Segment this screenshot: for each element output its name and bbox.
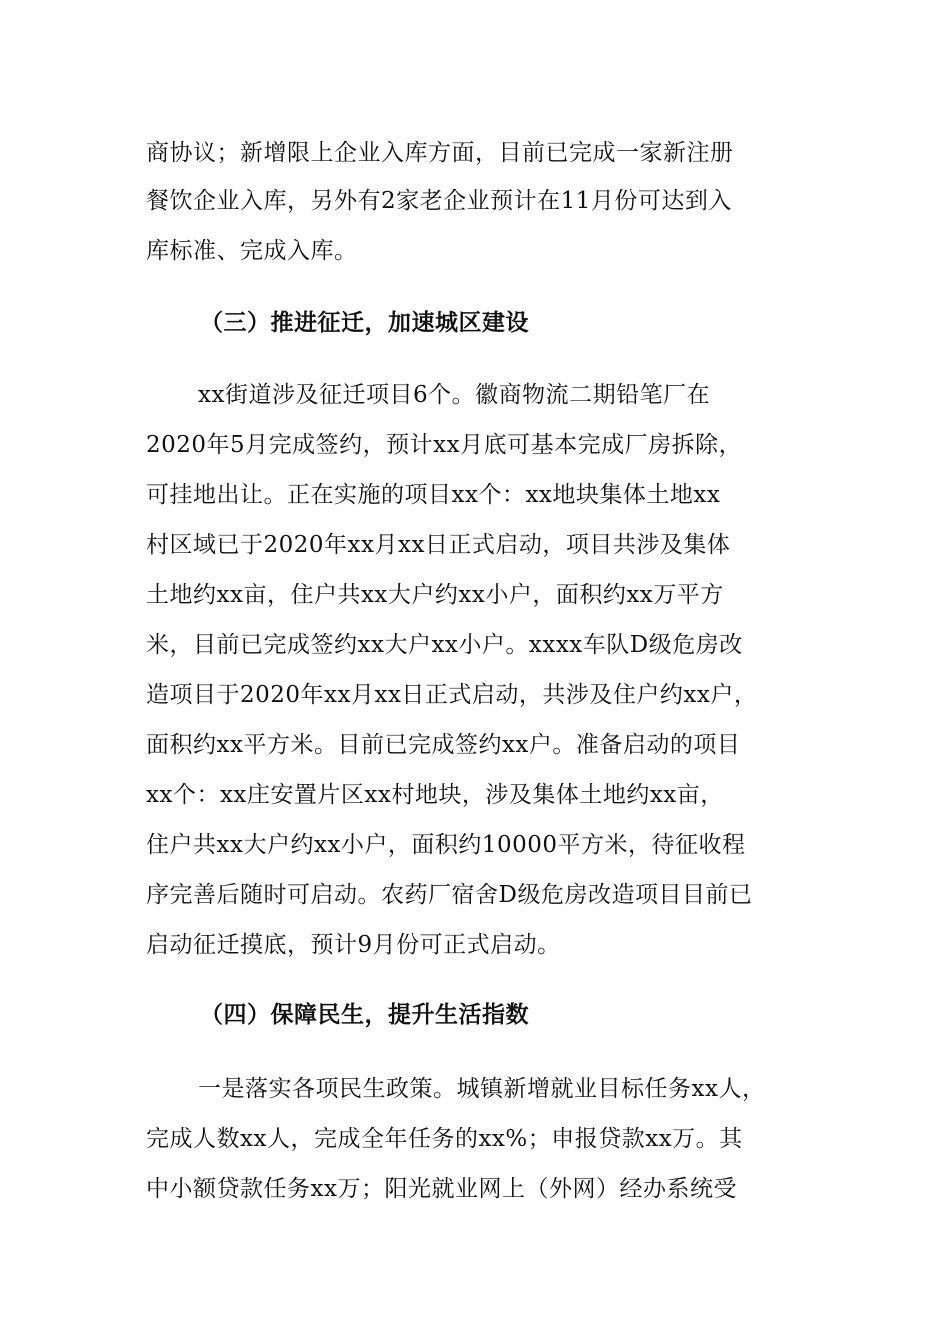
section-heading: （四）保障民生，提升生活指数	[200, 1001, 529, 1028]
body-text-line: xx个：xx庄安置片区xx村地块，涉及集体土地约xx亩，	[146, 782, 724, 808]
body-text-line: xx街道涉及征迁项目6个。徽商物流二期铅笔厂在	[198, 382, 711, 408]
body-text-line: 商协议；新增限上企业入库方面，目前已完成一家新注册	[146, 140, 734, 166]
body-text-line: 村区域已于2020年xx月xx日正式启动，项目共涉及集体	[146, 532, 731, 558]
body-text-line: 一是落实各项民生政策。城镇新增就业目标任务xx人，	[198, 1076, 766, 1102]
body-text-line: 完成人数xx人，完成全年任务的xx%；申报贷款xx万。其	[146, 1126, 743, 1152]
body-text-line: 可挂地出让。正在实施的项目xx个：xx地块集体土地xx	[146, 482, 721, 508]
body-text-line: 中小额贷款任务xx万；阳光就业网上（外网）经办系统受	[146, 1176, 737, 1202]
body-text-line: 造项目于2020年xx月xx日正式启动，共涉及住户约xx户，	[146, 682, 758, 708]
section-heading: （三）推进征迁，加速城区建设	[200, 309, 529, 336]
body-text-line: 启动征迁摸底，预计9月份可正式启动。	[146, 932, 561, 958]
body-text-line: 库标准、完成入库。	[146, 238, 358, 264]
body-text-line: 土地约xx亩，住户共xx大户约xx小户，面积约xx万平方	[146, 582, 724, 608]
body-text-line: 序完善后随时可启动。农药厂宿舍D级危房改造项目目前已	[146, 882, 753, 908]
body-text-line: 米，目前已完成签约xx大户xx小户。xxxx车队D级危房改	[146, 632, 743, 658]
body-text-line: 住户共xx大户约xx小户，面积约10000平方米，待征收程	[146, 832, 746, 858]
body-text-line: 餐饮企业入库，另外有2家老企业预计在11月份可达到入	[146, 188, 732, 214]
body-text-line: 面积约xx平方米。目前已完成签约xx户。准备启动的项目	[146, 732, 741, 758]
body-text-line: 2020年5月完成签约，预计xx月底可基本完成厂房拆除，	[146, 432, 743, 458]
